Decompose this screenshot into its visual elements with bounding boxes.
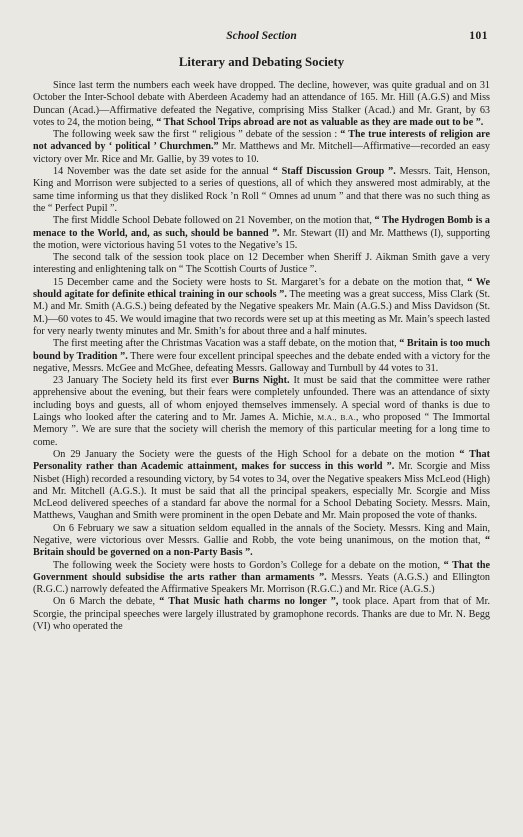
paragraph — [33, 560, 490, 597]
paragraph-text: The following week the Society were hosts to Gordon’s College for a debate on the motion, — [53, 559, 444, 571]
paragraph-text: On 6 February we saw a situation seldom equalled in the annals of the Society. Messrs. King and Main, Negative, were victorious over Messrs. Gallie and Robb, the vote being unanimous, on the motion that, — [33, 522, 490, 546]
paragraph-text: There were four excellent principal speeches and the debate ended with a victory for the negative, Messrs. McGee and McGhee, defeating Messrs. Galloway and Turnbull by 44 votes to 31. — [33, 350, 491, 374]
paragraph-text: The first meeting after the Christmas Vacation was a staff debate, on the motion that, — [53, 338, 400, 350]
paragraph-text: Since last term the numbers each week have dropped. The decline, however, was quite gradual and on 31 October the Inter-School debate with Aberdeen Academy had an attendance of 165. Mr. Hill (A.G.S) and Miss Duncan (Acad.)—Affirmative defeated the Negative, comprising Miss Stalker (Acad.) and Mr. Grant, by 63 votes to 24, the motion being, — [33, 80, 490, 128]
motion-text: “ The true interests of religion are not advanced by ‘ political ’ Churchmen.” — [33, 129, 490, 153]
paragraph-text: The following week saw the first “ religious ” debate of the session : — [53, 129, 341, 141]
page-number: 101 — [469, 30, 488, 42]
paragraph — [33, 596, 490, 633]
motion-text: “ That the Government should subsidise the arts rather than armaments ”. — [33, 559, 490, 583]
motion-text: “ That School Trips abroad are not as valuable as they are made out to be ”. — [156, 116, 484, 128]
paragraph-text: Messrs. Yeats (A.G.S.) and Ellington (R.G.C.) narrowly defeated the Affirmative Speakers Mr. Morrison (R.G.C.) and Mr. Rice (A.G.S.) — [33, 571, 490, 596]
paragraph — [33, 166, 490, 215]
running-head: School Section — [226, 30, 297, 42]
motion-text: “ Britain should be governed on a non-Party Basis ”. — [33, 534, 490, 559]
paragraph-text: Messrs. Tait, Henson, King and Morrison were subjected to a series of questions, all of which they answered most admirably, at the same time informing us that they disliked Rock ’n Roll “ Omnes ad unum ” and that there was no such thing as the “ Perfect Pupil ”. — [33, 166, 490, 214]
paragraph-text: 15 December came and the Society were hosts to St. Margaret’s for a debate on the motion that, — [53, 276, 468, 288]
degree-abbrev: M.A., B.A. — [317, 413, 356, 423]
motion-text: “ We should agitate for definite ethical training in our schools ”. — [33, 276, 490, 301]
motion-text: “ That Music hath charms no longer ”, — [159, 596, 339, 608]
paragraph — [33, 277, 490, 338]
paragraph — [33, 80, 490, 129]
paragraph-text: Mr. Stewart (II) and Mr. Matthews (I), supporting the motion, were victorious having 51 votes to the Negative’s 15. — [33, 227, 490, 251]
paragraph-text: took place. Apart from that of Mr. Scorgie, the principal speeches were largely illustrated by gramophone records. Thanks are due to Mr. N. Begg (VI) who operated the — [33, 596, 490, 633]
event-name: Burns Night. — [232, 375, 290, 387]
paragraph-text: , who proposed “ The Immortal Memory ”. We are sure that the society will cherish the memory of this particular meeting for a long time to come. — [33, 412, 491, 448]
event-name: “ Staff Discussion Group ”. — [272, 166, 396, 178]
paragraph — [33, 129, 490, 166]
paragraph — [33, 375, 490, 449]
paragraph — [33, 449, 490, 523]
paragraph-text: On 29 January the Society were the guests of the High School for a debate on the motion — [53, 448, 460, 460]
page-header — [33, 30, 490, 46]
paragraph-text: 14 November was the date set aside for the annual — [53, 166, 273, 178]
paragraph-text: The meeting was a great success, Miss Clark (St. M.) and Mr. Smith (A.G.S.) being defeated by the Negative speakers Mr. Main (A.G.S.) and Miss Davidson (St. M.)—60 votes to 45. We would imagine that two records were set up at this meeting as Mr. Main’s speech lasted for very nearly twenty minutes and Mr. Smith’s for about three and a half minutes. — [33, 289, 490, 337]
article-body — [33, 80, 490, 633]
paragraph — [33, 338, 490, 375]
paragraph-text: On 6 March the debate, — [53, 596, 160, 608]
paragraph — [33, 215, 490, 252]
paragraph-text: It must be said that the committee were rather apprehensive about the evening, but their fears were completely unfounded. There was an attendance of sixty including boys and guests, all of whom enjoyed themselves immensely. A special word of thanks is due to Laings who looked after the catering and to Mr. James A. Michie, — [33, 375, 491, 424]
paragraph-text: Mr. Scorgie and Miss Nisbet (High) recorded a resounding victory, by 54 votes to 34, over the Negative speakers Miss McLeod (High) and Mr. Mitchell (A.G.S.). It must be said that all the principal speakers, especially Mr. Scorgie and Miss McLeod delivered speeches of a standard far above the normal for a School Debating Society. Messrs. Main, Matthews, Vaughan and Smith were prominent in the open Debate and Mr. Main proposed the vote of thanks. — [33, 461, 490, 522]
paragraph-text: Mr. Matthews and Mr. Mitchell—Affirmative—recorded an easy victory over Mr. Rice and Mr. Gallie, by 39 votes to 10. — [33, 141, 490, 165]
paragraph — [33, 523, 490, 560]
paragraph-text: 23 January The Society held its first ever — [53, 375, 233, 387]
paragraph — [33, 252, 490, 277]
paragraph-text: The second talk of the session took place on 12 December when Sheriff J. Aikman Smith gave a very interesting and enlightening talk on “ The Scottish Courts of Justice ”. — [33, 252, 490, 276]
motion-text: “ The Hydrogen Bomb is a menace to the World, and, as such, should be banned ”. — [33, 215, 490, 239]
paragraph-text: The first Middle School Debate followed on 21 November, on the motion that, — [53, 215, 375, 227]
motion-text: “ Britain is too much bound by Tradition ”. — [33, 338, 490, 362]
article-title: Literary and Debating Society — [178, 55, 345, 69]
motion-text: “ That Personality rather than Academic attainment, makes for success in this world ”. — [33, 448, 490, 473]
